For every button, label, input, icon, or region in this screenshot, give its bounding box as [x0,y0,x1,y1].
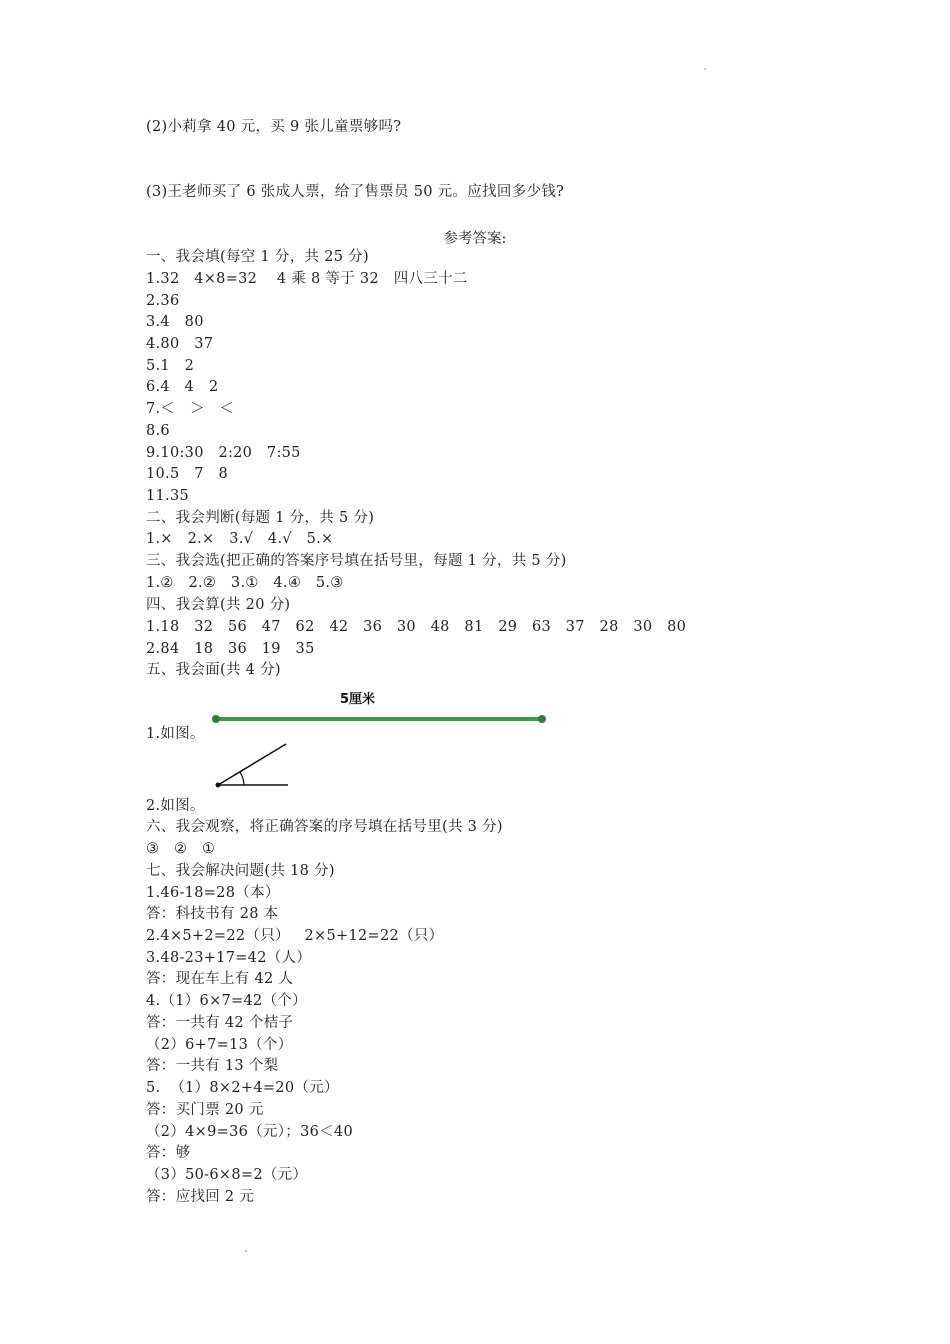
answer-line: 答：一共有 42 个桔子 [146,1015,294,1031]
answer-line: 答：科技书有 28 本 [146,906,279,922]
section-heading: 六、我会观察，将正确答案的序号填在括号里(共 3 分) [146,819,503,835]
answer-line: 5.1 2 [146,358,195,374]
answer-line: 2.84 18 36 19 35 [146,641,315,657]
answer-line: 2.4×5+2=22（只） 2×5+12=22（只） [146,928,444,944]
section-heading: 四、我会算(共 20 分) [146,597,291,613]
answer-line: ③ ② ① [146,841,216,857]
answer-line: 7.＜ ＞ ＜ [146,401,235,417]
answer-line: 8.6 [146,423,170,439]
answer-line: 4.（1）6×7=42（个） [146,993,307,1009]
answer-line: （3）50-6×8=2（元） [146,1167,308,1183]
answer-line: 4.80 37 [146,336,214,352]
answer-line: 答：一共有 13 个梨 [146,1058,279,1074]
answer-line: （2）6+7=13（个） [146,1037,293,1053]
answer-line: 6.4 4 2 [146,379,219,395]
answer-line: 1.如图。 [146,726,205,742]
answers-title: 参考答案: [443,231,507,247]
line-segment-figure [212,708,548,730]
answer-line: 1.46-18=28（本） [146,885,280,901]
answer-line: 答：应找回 2 元 [146,1189,255,1205]
answer-line: 2.如图。 [146,798,205,814]
answer-line: 5. （1）8×2+4=20（元） [146,1080,339,1096]
question-3: (3)王老师买了 6 张成人票，给了售票员 50 元。应找回多少钱? [146,184,565,200]
question-2: (2)小莉拿 40 元，买 9 张儿童票够吗? [146,119,402,135]
section-heading: 二、我会判断(每题 1 分，共 5 分) [146,510,375,526]
answer-line: 一、我会填(每空 1 分，共 25 分) [146,249,369,265]
segment-endpoint-right [538,715,546,723]
answer-line: 2.36 [146,293,180,309]
angle-figure [210,740,290,792]
answer-line: 答：够 [146,1145,191,1161]
angle-vertex [216,783,221,788]
section-heading: 五、我会面(共 4 分) [146,662,281,678]
segment-length-label: 5厘米 [340,692,376,707]
answer-line: （2）4×9=36（元）；36＜40 [146,1124,353,1140]
answer-line: 10.5 7 8 [146,466,228,482]
answer-line: 答：买门票 20 元 [146,1102,264,1118]
answer-line: 1.× 2.× 3.√ 4.√ 5.× [146,531,334,547]
answer-line: 答：现在车上有 42 人 [146,971,294,987]
scan-speck [245,1250,247,1252]
section-heading: 三、我会选(把正确的答案序号填在括号里，每题 1 分，共 5 分) [146,553,567,569]
answer-line: 3.48-23+17=42（人） [146,950,312,966]
answer-line: 1.② 2.② 3.① 4.④ 5.③ [146,575,344,591]
scan-speck [704,68,706,70]
answer-line: 11.35 [146,488,190,504]
section-heading: 七、我会解决问题(共 18 分) [146,863,335,879]
angle-ray-upper [218,744,286,785]
answer-line: 9.10:30 2:20 7:55 [146,445,301,461]
answer-line: 3.4 80 [146,314,204,330]
angle-arc [240,772,244,785]
answer-line: 1.32 4×8=32 4 乘 8 等于 32 四八三十二 [146,271,468,287]
segment-endpoint-left [212,715,220,723]
answer-line: 1.18 32 56 47 62 42 36 30 48 81 29 63 37 28 30 80 [146,619,687,635]
